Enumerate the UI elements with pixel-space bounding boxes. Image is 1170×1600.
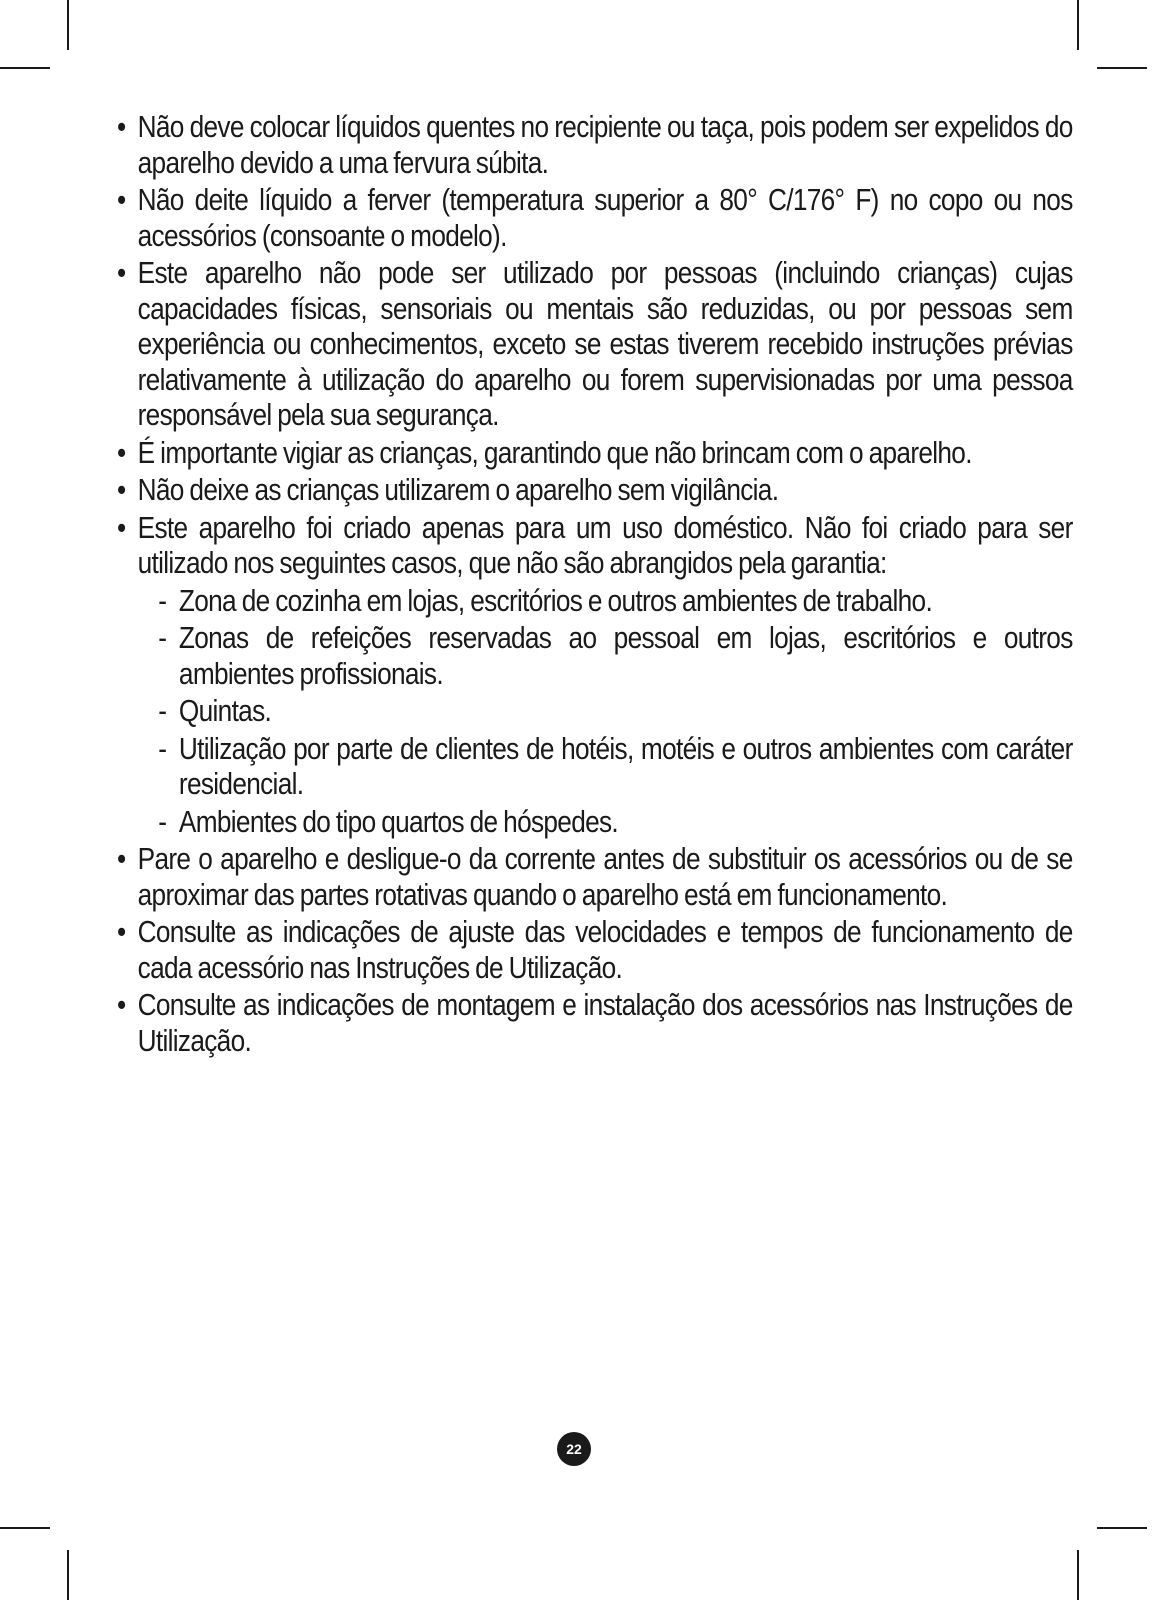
sub-list-item-text: Zonas de refeições reservadas ao pessoal em lojas, escritórios e outros ambientes profissionais. xyxy=(178,621,1073,691)
bullet-marker: • xyxy=(117,256,126,290)
crop-mark-top-right-vertical xyxy=(1077,0,1079,50)
list-item xyxy=(117,511,1073,841)
list-item-text: É importante vigiar as crianças, garantindo que não brincam com o aparelho. xyxy=(137,435,972,470)
sub-list xyxy=(158,584,1072,841)
sub-list-item xyxy=(158,805,1072,841)
sub-list-item xyxy=(158,621,1072,692)
dash-marker: - xyxy=(158,804,167,839)
sub-list-item-text: Quintas. xyxy=(178,694,272,728)
crop-mark-top-left-horizontal xyxy=(0,67,50,69)
sub-list-item xyxy=(158,732,1072,803)
list-item-text: Não deixe as crianças utilizarem o aparelho sem vigilância. xyxy=(137,473,779,507)
crop-mark-top-right-horizontal xyxy=(1097,67,1147,69)
bullet-marker: • xyxy=(117,110,126,144)
list-item xyxy=(117,988,1073,1059)
page-number: 22 xyxy=(557,1432,591,1466)
list-item xyxy=(117,110,1073,181)
bullet-marker: • xyxy=(117,915,126,949)
list-item xyxy=(117,436,1073,472)
dash-marker: - xyxy=(158,731,167,766)
list-item xyxy=(117,473,1073,509)
bullet-marker: • xyxy=(117,842,126,876)
dash-marker: - xyxy=(158,694,167,728)
bullet-list xyxy=(117,110,1073,1059)
crop-mark-top-left-vertical xyxy=(67,0,69,50)
list-item xyxy=(117,256,1073,434)
list-item-text: Este aparelho foi criado apenas para um uso doméstico. Não foi criado para ser utilizado nos seguintes casos, que não são abrangidos pela garantia: xyxy=(137,510,1073,580)
bullet-marker: • xyxy=(117,435,126,470)
sub-list-item xyxy=(158,584,1072,620)
list-item-text: Consulte as indicações de montagem e instalação dos acessórios nas Instruções de Utilização. xyxy=(137,988,1073,1058)
list-item xyxy=(117,915,1073,986)
crop-mark-bottom-left-horizontal xyxy=(0,1527,50,1529)
list-item-text: Não deite líquido a ferver (temperatura superior a 80° C/176° F) no copo ou nos acessórios (consoante o modelo). xyxy=(137,183,1073,253)
bullet-marker: • xyxy=(117,988,126,1022)
list-item xyxy=(117,842,1073,913)
crop-mark-bottom-right-horizontal xyxy=(1097,1527,1147,1529)
dash-marker: - xyxy=(158,583,167,618)
list-item-text: Este aparelho não pode ser utilizado por pessoas (incluindo crianças) cujas capacidades físicas, sensoriais ou mentais são reduzidas, ou por pessoas sem experiência ou conhecimentos, exceto se estas tiverem recebido instruções prévias relativamente à utilização do aparelho ou forem supervisionadas por uma pessoa responsável pela sua segurança. xyxy=(137,256,1073,432)
list-item-text: Pare o aparelho e desligue-o da corrente antes de substituir os acessórios ou de se aproximar das partes rotativas quando o aparelho está em funcionamento. xyxy=(137,842,1073,912)
list-item-text: Não deve colocar líquidos quentes no recipiente ou taça, pois podem ser expelidos do aparelho devido a uma fervura súbita. xyxy=(137,110,1073,180)
sub-list-item-text: Ambientes do tipo quartos de hóspedes. xyxy=(178,804,619,839)
sub-list-item xyxy=(158,694,1072,730)
bullet-marker: • xyxy=(117,510,126,545)
crop-mark-bottom-left-vertical xyxy=(67,1550,69,1600)
sub-list-item-text: Zona de cozinha em lojas, escritórios e outros ambientes de trabalho. xyxy=(178,583,933,618)
bullet-marker: • xyxy=(117,473,126,507)
dash-marker: - xyxy=(158,621,167,655)
bullet-marker: • xyxy=(117,183,126,217)
crop-mark-bottom-right-vertical xyxy=(1077,1550,1079,1600)
list-item xyxy=(117,183,1073,254)
list-item-text: Consulte as indicações de ajuste das velocidades e tempos de funcionamento de cada acessório nas Instruções de Utilização. xyxy=(137,915,1073,985)
safety-instructions xyxy=(117,110,1073,1061)
sub-list-item-text: Utilização por parte de clientes de hotéis, motéis e outros ambientes com caráter residencial. xyxy=(178,731,1073,801)
